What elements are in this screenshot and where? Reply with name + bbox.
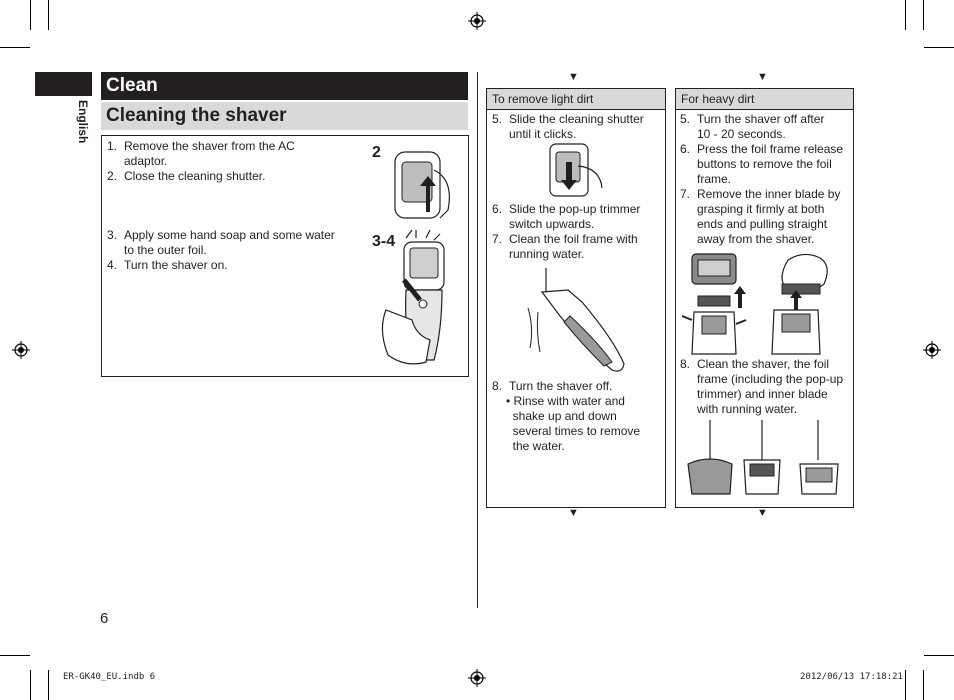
step-number: 7. [492,232,503,246]
inner-blade-removal-illustration [768,250,848,356]
crop-mark [30,670,31,700]
step-number: 6. [492,202,503,216]
footer-timestamp: 2012/06/13 17:18:21 [800,672,903,682]
crop-mark [48,670,49,700]
registration-mark-icon [468,12,486,30]
step-text: Turn the shaver off after 10 - 20 seconds. [697,112,825,141]
figure-label: 2 [372,144,381,161]
step-number: 5. [492,112,503,126]
step-number: 2. [107,169,118,183]
rinse-bullet: • Rinse with water and shake up and down several times to remove the water. [506,394,641,453]
continue-arrow-icon: ▼ [568,71,579,83]
continue-arrow-icon: ▼ [757,507,768,519]
footer-file-info: ER-GK40_EU.indb 6 [63,672,156,682]
step-number: 1. [107,139,118,153]
crop-mark [924,47,954,48]
step-number: 8. [492,379,503,393]
rinse-parts-illustration [684,420,850,496]
crop-mark [905,670,906,700]
step-text: Remove the inner blade by grasping it firmly at both ends and pulling straight away from the shaver. [697,187,841,246]
crop-mark [923,0,924,30]
step-number: 7. [680,187,691,201]
crop-mark [48,0,49,30]
shaver-in-hand-illustration [376,230,456,370]
continue-arrow-icon: ▼ [757,71,768,83]
step-text: Slide the pop-up trimmer switch upwards. [509,202,641,231]
shaver-shutter-illustration [390,150,460,220]
section-title: Clean [101,72,468,100]
step-text: Clean the shaver, the foil frame (including the pop-up trimmer) and inner blade with running water. [697,357,844,416]
page-number: 6 [100,610,109,627]
step-text: Remove the shaver from the AC adaptor. [124,139,295,168]
crop-mark [923,670,924,700]
continue-arrow-icon: ▼ [568,507,579,519]
shutter-slide-illustration [546,144,604,196]
crop-mark [30,0,31,30]
step-number: 3. [107,228,118,242]
crop-mark [905,0,906,30]
crop-mark [924,655,954,656]
step-text: Close the cleaning shutter. [124,169,266,183]
step-number: 6. [680,142,691,156]
step-text: Press the foil frame release buttons to remove the foil frame. [697,142,844,186]
foil-frame-removal-illustration [680,250,748,356]
step-text: Clean the foil frame with running water. [509,232,638,261]
figure-label: 3-4 [372,233,396,250]
step-text: Turn the shaver on. [124,258,228,272]
language-tab-bar [35,72,92,96]
step-number: 5. [680,112,691,126]
registration-mark-icon [468,669,486,687]
rinse-shaver-illustration [526,268,630,376]
language-label [76,100,92,160]
step-text: Slide the cleaning shutter until it clicks. [509,112,644,141]
registration-mark-icon [923,341,941,359]
step-number: 4. [107,258,118,272]
section-subtitle: Cleaning the shaver [101,102,468,130]
step-number: 8. [680,357,691,371]
crop-mark [0,655,30,656]
step-text: Turn the shaver off. [509,379,613,393]
heavy-dirt-heading: For heavy dirt [676,89,853,110]
column-divider [477,72,478,608]
language-label-text: English [76,100,90,144]
registration-mark-icon [12,341,30,359]
light-dirt-heading: To remove light dirt [487,89,665,110]
step-text: Apply some hand soap and some water to the outer foil. [124,228,335,257]
crop-mark [0,47,30,48]
